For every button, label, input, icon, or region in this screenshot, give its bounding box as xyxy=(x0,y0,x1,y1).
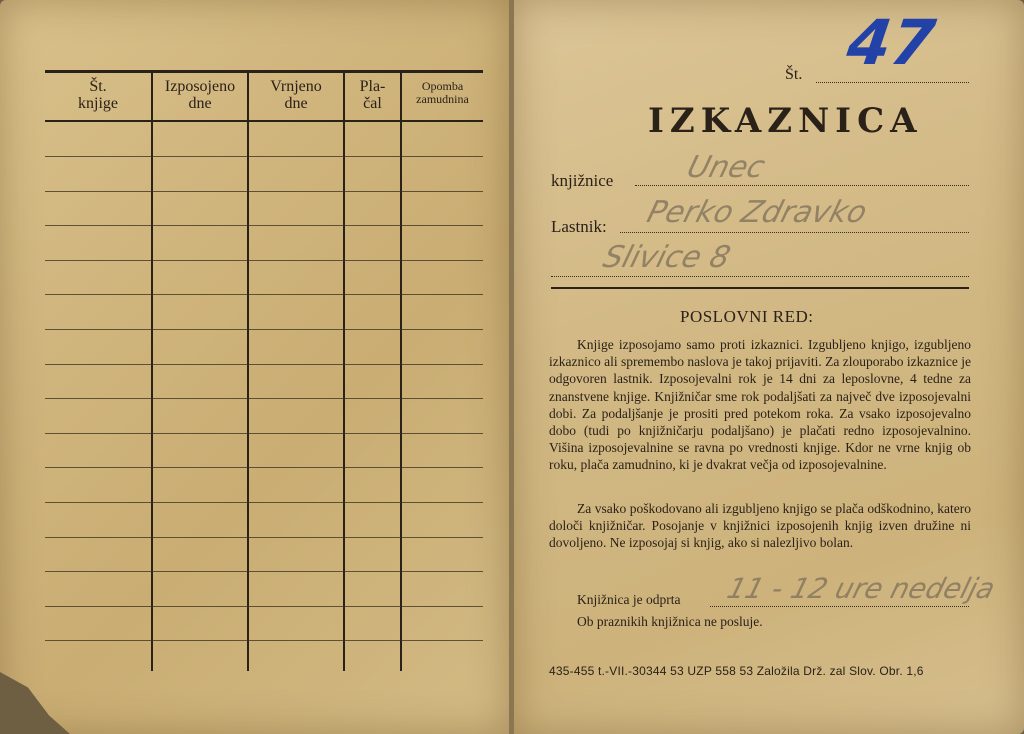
library-line xyxy=(635,185,969,186)
table-row-line xyxy=(45,260,483,261)
rules-section-title: POSLOVNI RED: xyxy=(680,307,814,326)
opening-hours-line xyxy=(710,606,969,607)
opening-hours-handwritten: 11 - 12 ure nedelja xyxy=(723,572,999,605)
table-row-line xyxy=(45,537,483,538)
table-row-line xyxy=(45,640,483,641)
rules-paragraph-2: Za vsako poškodovano ali izgubljeno knjigo se plača odškodnino, katero določi knjižničar. Posojanje v knjižnici izposojenih knjig izven družine ni dovoljeno. Ne izposojaj si knjig, ako si nalezljivo bolan. xyxy=(549,501,971,551)
rules-paragraph-1: Knjige izposojamo samo proti izkaznici. Izgubljeno knjigo, izgubljeno izkaznico ali spremembo naslova je takoj prijaviti. Za zlouporabo izkaznice je odgovoren lastnik. Izposojevalni rok je 14 dni za leposlovne, 4 tedne za znanstvene knjige. Knjižničar sme rok podaljšati za največ dve izposojevalni dobi. Za podaljšanje je prositi pred potekom roka. Za vsako izposojevalno dobo (tudi po knjižničarju podaljšano) je plačati redno izposojevalnino. Višina izposojevalnine se ravna po vrednosti knjige. Kdor ne vrne knjig ob roku, plača zamudnino, ki je dvakrat večja od izposojevalnine. xyxy=(549,337,971,473)
column-header-borrowed-date: Izposojeno dne xyxy=(164,78,236,112)
column-divider xyxy=(400,70,402,671)
table-header-rule xyxy=(45,120,483,122)
table-row-line xyxy=(45,467,483,468)
table-row-line xyxy=(45,225,483,226)
table-row-line xyxy=(45,329,483,330)
table-row-line xyxy=(45,191,483,192)
table-row-line xyxy=(45,156,483,157)
card-title: IZKAZNICA xyxy=(648,101,923,141)
column-divider xyxy=(343,70,345,671)
table-top-rule xyxy=(45,70,483,73)
loan-ledger-table xyxy=(45,70,483,671)
library-handwritten: Unec xyxy=(683,150,769,185)
card-number-line xyxy=(816,82,969,83)
owner-line xyxy=(620,232,969,233)
column-divider xyxy=(151,70,153,671)
library-label: knjižnice xyxy=(551,171,614,190)
column-header-paid: Pla- čal xyxy=(359,78,386,112)
column-header-book-number: Št. knjige xyxy=(78,78,118,112)
table-row-line xyxy=(45,433,483,434)
table-row-line xyxy=(45,606,483,607)
opening-hours-label: Knjižnica je odprta xyxy=(577,592,681,607)
left-page xyxy=(0,0,509,734)
torn-corner xyxy=(0,672,70,734)
column-header-remark-late-fee: Opomba zamudnina xyxy=(416,79,469,106)
table-row-line xyxy=(45,364,483,365)
owner-label: Lastnik: xyxy=(551,217,607,236)
card-number-handwritten: 47 xyxy=(842,6,940,79)
section-rule xyxy=(551,287,969,289)
table-row-line xyxy=(45,571,483,572)
table-row-line xyxy=(45,502,483,503)
holidays-note: Ob praznikih knjižnica ne posluje. xyxy=(577,614,763,629)
table-row-line xyxy=(45,398,483,399)
card-number-label: Št. xyxy=(785,66,803,83)
printer-footer: 435-455 t.-VII.-30344 53 UZP 558 53 Založila Drž. zal Slov. Obr. 1,6 xyxy=(549,664,924,678)
table-row-line xyxy=(45,294,483,295)
column-divider xyxy=(247,70,249,671)
owner-address-handwritten: Slivice 8 xyxy=(599,240,735,275)
address-line xyxy=(551,276,969,277)
column-header-returned-date: Vrnjeno dne xyxy=(270,78,322,112)
owner-name-handwritten: Perko Zdravko xyxy=(643,195,871,230)
